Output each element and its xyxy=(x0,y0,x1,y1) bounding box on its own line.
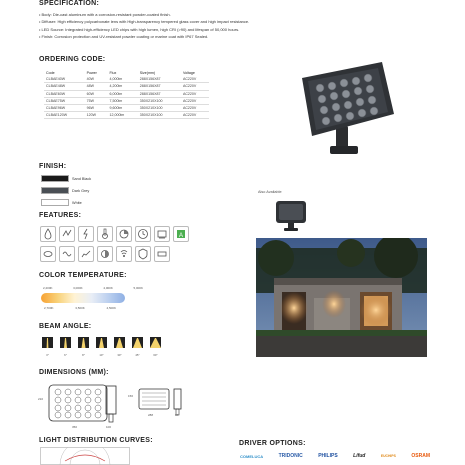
beam-list xyxy=(42,335,161,357)
beam-45-icon xyxy=(132,337,143,348)
features-grid xyxy=(40,226,190,262)
beam-60-icon xyxy=(150,337,161,348)
beam-6-icon xyxy=(60,337,71,348)
cell: 288X156X87 xyxy=(138,83,181,90)
cct-label: 4,500K xyxy=(106,306,116,310)
beam-item xyxy=(132,335,143,357)
beam-label: 30° xyxy=(117,353,122,357)
cell: 4,200lm xyxy=(107,83,137,90)
cell: 288X156X87 xyxy=(138,76,181,83)
cell: 350X210X100 xyxy=(138,112,181,119)
cell: CLBAE75W xyxy=(44,97,85,104)
thermal-icon xyxy=(97,226,113,242)
beam-item xyxy=(114,335,125,357)
color-temp-gradient-bar xyxy=(41,293,125,303)
ip67-icon xyxy=(40,226,56,242)
a-class-icon xyxy=(173,226,189,242)
cell: 96W xyxy=(85,104,108,111)
cell: 120W xyxy=(85,112,108,119)
table-row xyxy=(44,83,209,90)
col-header: Power xyxy=(86,71,97,76)
finish-swatch-sand-black xyxy=(41,175,69,182)
brand-logo: TRIDONIC xyxy=(278,453,303,459)
warranty-icon xyxy=(135,246,151,262)
brand-logo: OSRAM xyxy=(411,453,430,459)
cell: 12,000lm xyxy=(107,112,137,119)
beam-10-icon xyxy=(96,337,107,348)
cell: AC220V xyxy=(181,76,209,83)
table-row xyxy=(44,90,209,97)
efficiency-icon xyxy=(78,246,94,262)
beam-30-icon xyxy=(114,337,125,348)
driver-title: DRIVER OPTIONS: xyxy=(239,440,306,447)
finish-label: Sand Black xyxy=(72,176,92,181)
cell: 7,500lm xyxy=(107,97,137,104)
cell: 48W xyxy=(85,83,108,90)
cell: 6,000lm xyxy=(107,90,137,97)
col-header: Size(mm) xyxy=(139,71,156,76)
spec-line: • Finish: Corrosion protection and UV-resistant powder coating or marine coat with IP67 Sealed. xyxy=(39,34,209,40)
cell: AC220V xyxy=(181,90,209,97)
finish-item xyxy=(41,199,91,206)
cct-label: 2,700K xyxy=(44,306,54,310)
beam-item xyxy=(42,335,53,357)
cct-label: 3,500K xyxy=(75,306,85,310)
cell: AC220V xyxy=(181,112,209,119)
lens-icon xyxy=(40,246,56,262)
light-distribution-curve xyxy=(40,447,130,465)
beam-title: BEAM ANGLE: xyxy=(39,323,92,330)
table-row xyxy=(44,112,209,119)
finish-swatch-white xyxy=(41,199,69,206)
col-header: Voltage xyxy=(182,71,195,76)
finish-swatch-dark-grey xyxy=(41,187,69,194)
ordering-title: ORDERING CODE: xyxy=(39,56,106,63)
cell: 350X210X100 xyxy=(138,97,181,104)
finish-title: FINISH: xyxy=(39,163,67,170)
cell: 60W xyxy=(85,90,108,97)
spec-title: SPECIFICATION: xyxy=(39,0,100,7)
cell: 4,000lm xyxy=(107,76,137,83)
installation-photo xyxy=(256,238,427,357)
beam-label: 10° xyxy=(99,353,104,357)
brand-logo: Lifud xyxy=(353,453,366,459)
beam-label: 3° xyxy=(46,353,49,357)
table-row xyxy=(44,76,209,83)
back-side-width-label: 87 xyxy=(175,413,179,417)
col-header: Code xyxy=(46,71,55,76)
fast-install-icon xyxy=(154,226,170,242)
cct-label: 3,000K xyxy=(73,286,83,290)
light-dist-title: LIGHT DISTRIBUTION CURVES: xyxy=(39,437,153,444)
spec-list xyxy=(39,11,299,41)
cell: 288X156X87 xyxy=(138,90,181,97)
color-temp-title: COLOR TEMPERATURE: xyxy=(39,272,127,279)
finish-label: Dark Grey xyxy=(72,188,90,193)
beam-item xyxy=(150,335,161,357)
dimension-drawings xyxy=(36,382,196,430)
lifespan-icon xyxy=(135,226,151,242)
beam-item xyxy=(60,335,71,357)
back-view-drawing xyxy=(138,388,170,418)
front-height-label: 210 xyxy=(38,397,44,401)
cct-label: 4,000K xyxy=(103,286,113,290)
sensor-icon xyxy=(116,246,132,262)
spec-line: • Body: Die-cast aluminum with a corrosion-resistant powder-coated finish. xyxy=(39,12,171,17)
back-width-label: 288 xyxy=(148,413,154,417)
features-title: FEATURES: xyxy=(39,212,82,219)
dimensions-title: DIMENSIONS (MM): xyxy=(39,369,109,376)
also-available-product-image xyxy=(272,197,310,233)
front-view-drawing xyxy=(48,384,108,424)
beam-8-icon xyxy=(78,337,89,348)
color-temp-top-labels xyxy=(41,286,145,290)
cct-label: 2,200K xyxy=(43,286,53,290)
cri-icon xyxy=(116,226,132,242)
ordering-table xyxy=(44,70,209,119)
cell: 9,600lm xyxy=(107,104,137,111)
driver-brand-list xyxy=(240,453,430,459)
beam-3-icon xyxy=(42,337,53,348)
also-available-label: Also Available xyxy=(258,190,282,194)
finish-item xyxy=(41,175,91,182)
finish-item xyxy=(41,187,91,194)
beam-item xyxy=(78,335,89,357)
cell: CLBAE48W xyxy=(44,83,85,90)
brand-logo: COMELUCA xyxy=(240,453,264,459)
svg-text:A: A xyxy=(179,233,184,239)
finish-list xyxy=(41,175,91,206)
cell: CLBAE40W xyxy=(44,76,85,83)
beam-label: 6° xyxy=(64,353,67,357)
cell: CLBAE60W xyxy=(44,90,85,97)
front-width-label: 350 xyxy=(72,425,78,429)
cell: CLBAE96W xyxy=(44,104,85,111)
side-view-drawing xyxy=(102,384,122,424)
finish-label: White xyxy=(72,200,82,205)
beam-label: 60° xyxy=(153,353,158,357)
wide-voltage-icon xyxy=(59,226,75,242)
surge-icon xyxy=(78,226,94,242)
floodlight-product-image xyxy=(290,58,400,158)
table-row xyxy=(44,97,209,104)
power-factor-icon xyxy=(59,246,75,262)
driver-icon xyxy=(154,246,170,262)
beam-item xyxy=(96,335,107,357)
cell: 75W xyxy=(85,97,108,104)
cell: AC220V xyxy=(181,104,209,111)
spec-line: • LED Source: Integrated high-efficiency LED chips with high lumen, high CRI (>90) and lifespan of 50,000 hours. xyxy=(39,26,240,32)
back-height-label: 156 xyxy=(128,394,134,398)
col-header: Flux xyxy=(109,71,117,76)
cell: CLBAE120W xyxy=(44,112,85,119)
spec-line: • Diffuser: High efficiency polycarbonate lens with High-transparency tempered glass cover and high impact resistance. xyxy=(39,19,250,25)
cell: 40W xyxy=(85,76,108,83)
beam-label: 45° xyxy=(135,353,140,357)
side-width-label: 100 xyxy=(106,425,112,429)
dimming-icon xyxy=(97,246,113,262)
cell: AC220V xyxy=(181,97,209,104)
cct-label: 5,000K xyxy=(133,286,143,290)
brand-logo: EUCHIPS xyxy=(380,454,396,458)
table-row xyxy=(44,104,209,111)
brand-logo: PHILIPS xyxy=(318,453,338,459)
color-temp-bottom-labels xyxy=(44,306,116,310)
beam-label: 8° xyxy=(82,353,85,357)
cell: AC220V xyxy=(181,83,209,90)
cell: 350X210X100 xyxy=(138,104,181,111)
